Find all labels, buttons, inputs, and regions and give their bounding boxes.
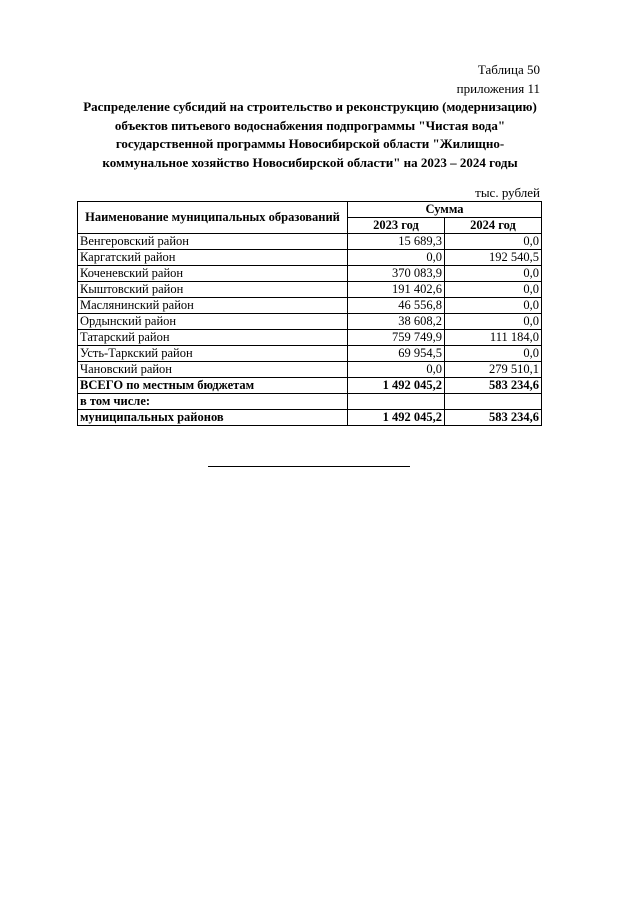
region-name-cell: Венгеровский район bbox=[78, 234, 348, 250]
units-label: тыс. рублей bbox=[475, 185, 540, 200]
appendix-number: приложения 11 bbox=[456, 81, 540, 96]
table-number: Таблица 50 bbox=[477, 62, 540, 77]
column-header-sum: Сумма bbox=[348, 202, 542, 218]
value-2024-cell: 0,0 bbox=[445, 314, 542, 330]
table-row bbox=[78, 314, 542, 330]
region-name-cell: Усть-Таркский район bbox=[78, 346, 348, 362]
value-2024-cell: 583 234,6 bbox=[445, 410, 542, 426]
region-name-cell: муниципальных районов bbox=[78, 410, 348, 426]
column-header-2024: 2024 год bbox=[445, 218, 542, 234]
value-2024-cell: 0,0 bbox=[445, 266, 542, 282]
table-row bbox=[78, 282, 542, 298]
value-2023-cell: 0,0 bbox=[348, 362, 445, 378]
table-row bbox=[78, 346, 542, 362]
value-2023-cell: 191 402,6 bbox=[348, 282, 445, 298]
region-name-cell: Чановский район bbox=[78, 362, 348, 378]
value-2024-cell: 279 510,1 bbox=[445, 362, 542, 378]
table-row bbox=[78, 266, 542, 282]
table-row bbox=[78, 250, 542, 266]
table-row bbox=[78, 298, 542, 314]
table-body bbox=[78, 234, 542, 426]
value-2023-cell: 15 689,3 bbox=[348, 234, 445, 250]
value-2024-cell: 0,0 bbox=[445, 234, 542, 250]
document-title bbox=[70, 98, 550, 172]
subsidy-table bbox=[77, 201, 542, 426]
value-2024-cell: 0,0 bbox=[445, 298, 542, 314]
value-2023-cell: 370 083,9 bbox=[348, 266, 445, 282]
value-2024-cell: 192 540,5 bbox=[445, 250, 542, 266]
title-line: объектов питьевого водоснабжения подпрограммы "Чистая вода" bbox=[114, 117, 506, 133]
empty-cell bbox=[348, 394, 445, 410]
region-name-cell: Маслянинский район bbox=[78, 298, 348, 314]
end-rule bbox=[208, 466, 410, 467]
table-row bbox=[78, 362, 542, 378]
municipal-districts-row bbox=[78, 410, 542, 426]
total-row bbox=[78, 378, 542, 394]
title-line: коммунальное хозяйство Новосибирской области" на 2023 – 2024 годы bbox=[102, 154, 518, 170]
value-2023-cell: 1 492 045,2 bbox=[348, 410, 445, 426]
value-2023-cell: 46 556,8 bbox=[348, 298, 445, 314]
column-header-name: Наименование муниципальных образований bbox=[78, 202, 348, 234]
value-2024-cell: 0,0 bbox=[445, 346, 542, 362]
region-name-cell: Кыштовский район bbox=[78, 282, 348, 298]
value-2023-cell: 38 608,2 bbox=[348, 314, 445, 330]
region-name-cell: Ордынский район bbox=[78, 314, 348, 330]
region-name-cell: Татарский район bbox=[78, 330, 348, 346]
value-2024-cell: 0,0 bbox=[445, 282, 542, 298]
including-row bbox=[78, 394, 542, 410]
including-label: в том числе: bbox=[78, 394, 348, 410]
value-2023-cell: 69 954,5 bbox=[348, 346, 445, 362]
value-2024-cell: 111 184,0 bbox=[445, 330, 542, 346]
region-name-cell: Коченевский район bbox=[78, 266, 348, 282]
title-line: государственной программы Новосибирской области "Жилищно- bbox=[115, 136, 505, 151]
table-row bbox=[78, 330, 542, 346]
value-2023-cell: 1 492 045,2 bbox=[348, 378, 445, 394]
region-name-cell: ВСЕГО по местным бюджетам bbox=[78, 378, 348, 394]
value-2023-cell: 0,0 bbox=[348, 250, 445, 266]
value-2023-cell: 759 749,9 bbox=[348, 330, 445, 346]
region-name-cell: Каргатский район bbox=[78, 250, 348, 266]
value-2024-cell: 583 234,6 bbox=[445, 378, 542, 394]
column-header-2023: 2023 год bbox=[348, 218, 445, 234]
title-line: Распределение субсидий на строительство и реконструкцию (модернизацию) bbox=[83, 99, 537, 114]
empty-cell bbox=[445, 394, 542, 410]
table-row bbox=[78, 234, 542, 250]
